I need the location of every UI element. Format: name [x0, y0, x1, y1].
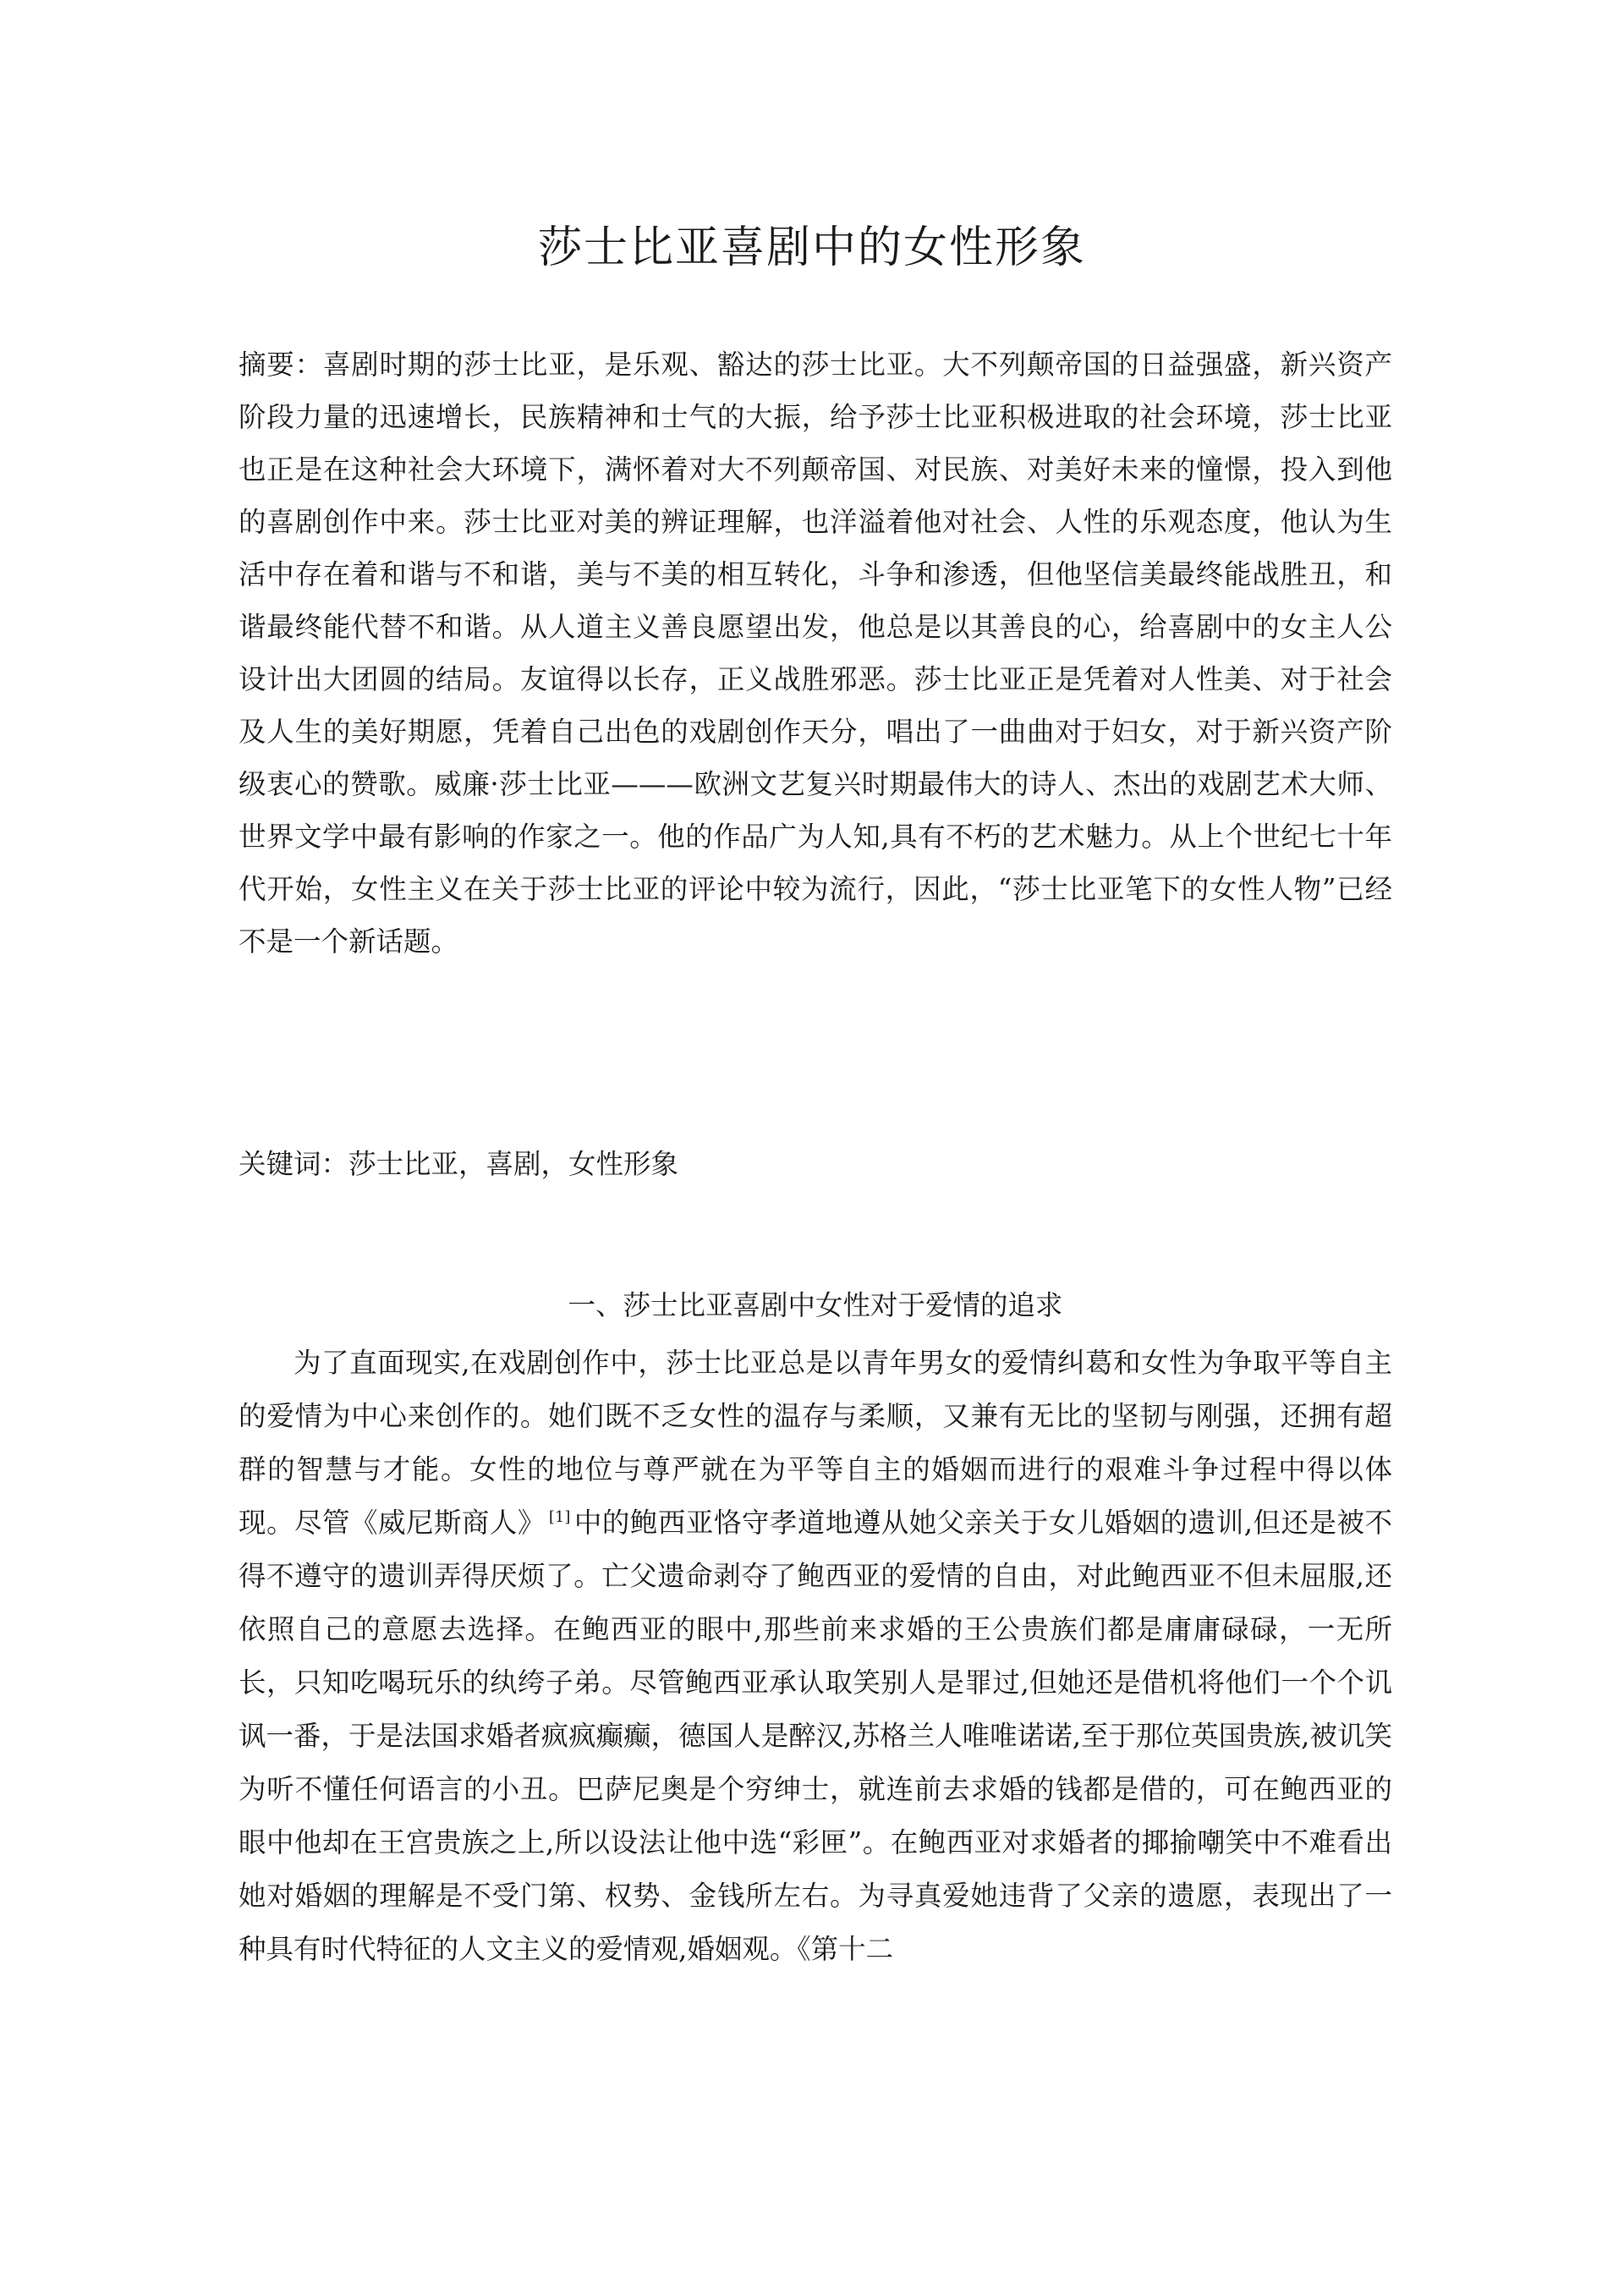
paragraph-text-part1: 为了直面现实,在戏剧创作中，莎士比亚总是以青年男女的爱情纠葛和女性为争取平等自主的爱情为中心来创作的。她们既不乏女性的温存与柔顺，又兼有无比的坚韧与刚强，还拥有超群的智慧与才能。女性的地位与尊严就在为平等自主的婚姻而进行的艰难斗争过程中得以体现。尽管《威尼斯商人》	[239, 1347, 1392, 1539]
abstract-text: 喜剧时期的莎士比亚，是乐观、豁达的莎士比亚。大不列颠帝国的日益强盛，新兴资产阶段力量的迅速增长，民族精神和士气的大振，给予莎士比亚积极进取的社会环境，莎士比亚也正是在这种社会大环境下，满怀着对大不列颠帝国、对民族、对美好未来的憧憬，投入到他的喜剧创作中来。莎士比亚对美的辨证理解，也洋溢着他对社会、人性的乐观态度，他认为生活中存在着和谐与不和谐，美与不美的相互转化，斗争和渗透，但他坚信美最终能战胜丑，和谐最终能代替不和谐。从人道主义善良愿望出发，他总是以其善良的心，给喜剧中的女主人公设计出大团圆的结局。友谊得以长存，正义战胜邪恶。莎士比亚正是凭着对人性美、对于社会及人生的美好期愿，凭着自己出色的戏剧创作天分，唱出了一曲曲对于妇女，对于新兴资产阶级衷心的赞歌。威廉·莎士比亚———欧洲文艺复兴时期最伟大的诗人、杰出的戏剧艺术大师、世界文学中最有影响的作家之一。他的作品广为人知,具有不朽的艺术魅力。从上个世纪七十年代开始，女性主义在关于莎士比亚的评论中较为流行，因此，“莎士比亚笔下的女性人物”已经不是一个新话题。	[239, 349, 1392, 958]
keywords-label: 关键词：	[239, 1148, 349, 1180]
keywords	[239, 1138, 1392, 1190]
footnote-reference[interactable]: [1]	[548, 1508, 571, 1527]
document-title: 莎士比亚喜剧中的女性形象	[537, 222, 1086, 273]
section-paragraph	[239, 1337, 1392, 1976]
paragraph-text-part2: 中的鲍西亚恪守孝道地遵从她父亲关于女儿婚姻的遗训,但还是被不得不遵守的遗训弄得厌烦了。亡父遗命剥夺了鲍西亚的爱情的自由，对此鲍西亚不但未屈服,还依照自己的意愿去选择。在鲍西亚的眼中,那些前来求婚的王公贵族们都是庸庸碌碌，一无所长，只知吃喝玩乐的纨绔子弟。尽管鲍西亚承认取笑别人是罪过,但她还是借机将他们一个个讥讽一番，于是法国求婚者疯疯癫癫，德国人是醉汉,苏格兰人唯唯诺诺,至于那位英国贵族,被讥笑为听不懂任何语言的小丑。巴萨尼奥是个穷绅士，就连前去求婚的钱都是借的，可在鲍西亚的眼中他却在王宫贵族之上,所以设法让他中选“彩匣”。在鲍西亚对求婚者的揶揄嘲笑中不难看出她对婚姻的理解是不受门第、权势、金钱所左右。为寻真爱她违背了父亲的遗愿，表现出了一种具有时代特征的人文主义的爱情观,婚姻观。《第十二	[239, 1507, 1392, 1965]
keywords-text: 莎士比亚，喜剧，女性形象	[348, 1148, 679, 1180]
abstract	[239, 338, 1392, 968]
abstract-label: 摘要：	[239, 349, 323, 381]
section-heading: 一、莎士比亚喜剧中女性对于爱情的追求	[568, 1289, 1063, 1321]
